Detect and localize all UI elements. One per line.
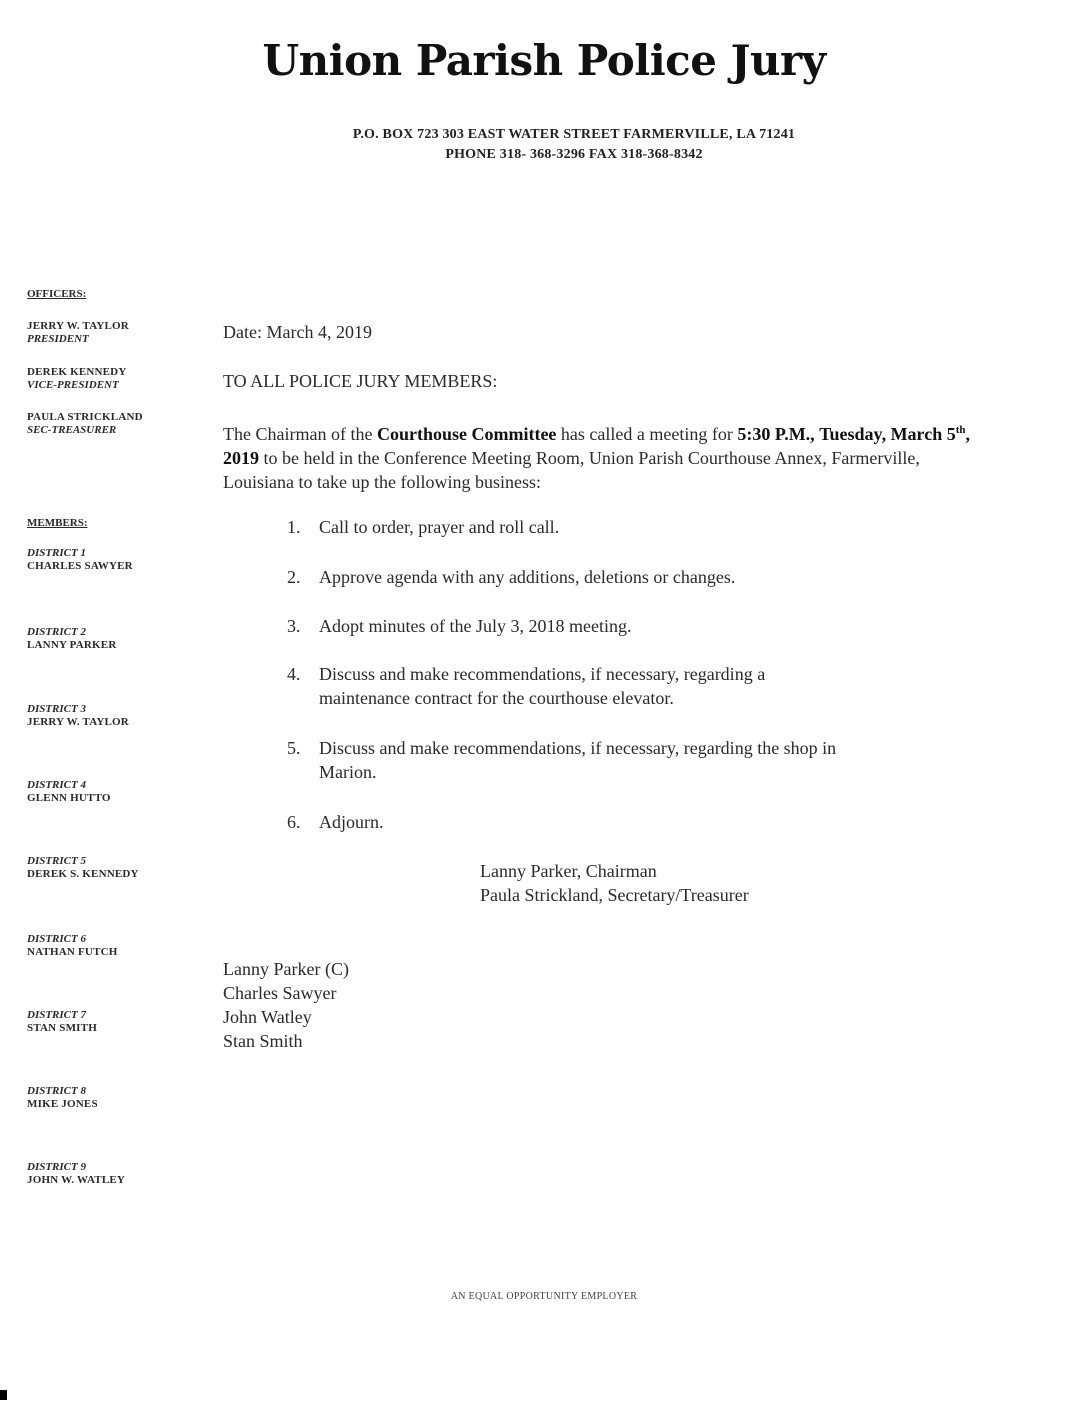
member-district: DISTRICT 9 xyxy=(27,1161,86,1173)
member-district: DISTRICT 3 xyxy=(27,703,86,715)
member-entry xyxy=(27,933,197,959)
member-name: GLENN HUTTO xyxy=(27,792,111,804)
members-heading: MEMBERS: xyxy=(27,517,88,529)
officer-name: JERRY W. TAYLOR xyxy=(27,320,129,332)
agenda-text: Discuss and make recommendations, if necessary, regarding the shop in xyxy=(319,738,837,758)
address-line: P.O. BOX 723 303 EAST WATER STREET FARMERVILLE, LA 71241 xyxy=(352,127,796,142)
phone-fax-line: PHONE 318- 368-3296 FAX 318-368-8342 xyxy=(445,147,703,162)
letter-date: Date: March 4, 2019 xyxy=(223,322,372,342)
meeting-year: , 2019 xyxy=(223,424,970,468)
body-text: has called a meeting for xyxy=(556,424,738,444)
agenda-item xyxy=(287,736,977,784)
officer-entry xyxy=(27,320,197,346)
member-entry xyxy=(27,547,197,573)
officer-role: SEC-TREASURER xyxy=(27,424,117,436)
member-name: JERRY W. TAYLOR xyxy=(27,716,129,728)
agenda-item xyxy=(287,662,977,710)
member-name: LANNY PARKER xyxy=(27,639,117,651)
officers-heading: OFFICERS: xyxy=(27,288,87,300)
body-text: The Chairman of the xyxy=(223,424,377,444)
agenda-item xyxy=(287,515,977,539)
scan-mark xyxy=(0,1390,7,1400)
agenda-item xyxy=(287,614,977,638)
member-district: DISTRICT 5 xyxy=(27,855,86,867)
member-district: DISTRICT 7 xyxy=(27,1009,86,1021)
agenda-number: 4. xyxy=(287,664,301,684)
agenda-number: 5. xyxy=(287,738,301,758)
meeting-day-suffix: th xyxy=(955,424,966,436)
body-text: to be held in the Conference Meeting Room, Union Parish Courthouse Annex, Farmerville, Louisiana to take up the following business: xyxy=(223,448,920,492)
member-entry xyxy=(27,855,197,881)
agenda-text: Adopt minutes of the July 3, 2018 meeting. xyxy=(319,616,632,636)
member-name: CHARLES SAWYER xyxy=(27,560,133,572)
agenda-text: Discuss and make recommendations, if necessary, regarding a xyxy=(319,664,766,684)
officer-entry xyxy=(27,366,197,392)
agenda-number: 6. xyxy=(287,812,301,832)
agenda-text: Adjourn. xyxy=(319,812,384,832)
committee-list xyxy=(223,957,349,1053)
agenda-text: Call to order, prayer and roll call. xyxy=(319,517,560,537)
member-name: STAN SMITH xyxy=(27,1022,97,1034)
committee-name: Courthouse Committee xyxy=(376,424,557,444)
member-name: DEREK S. KENNEDY xyxy=(27,868,139,880)
letter-body xyxy=(223,418,983,494)
member-entry xyxy=(27,779,197,805)
committee-member: Lanny Parker (C) xyxy=(223,959,349,979)
member-name: NATHAN FUTCH xyxy=(27,946,118,958)
committee-member: Stan Smith xyxy=(223,1031,303,1051)
signature-line: Lanny Parker, Chairman xyxy=(480,861,657,881)
agenda-text: Approve agenda with any additions, deletions or changes. xyxy=(319,567,736,587)
letter-salutation: TO ALL POLICE JURY MEMBERS: xyxy=(223,371,498,391)
member-name: MIKE JONES xyxy=(27,1098,98,1110)
agenda-continuation: maintenance contract for the courthouse elevator. xyxy=(319,688,674,708)
member-entry xyxy=(27,1085,197,1111)
committee-member: John Watley xyxy=(223,1007,312,1027)
member-district: DISTRICT 1 xyxy=(27,547,86,559)
member-name: JOHN W. WATLEY xyxy=(27,1174,126,1186)
committee-member: Charles Sawyer xyxy=(223,983,337,1003)
agenda-continuation: Marion. xyxy=(319,762,377,782)
meeting-time: 5:30 P.M., xyxy=(737,424,815,444)
member-entry xyxy=(27,626,197,652)
member-district: DISTRICT 4 xyxy=(27,779,86,791)
agenda-number: 3. xyxy=(287,616,301,636)
member-district: DISTRICT 8 xyxy=(27,1085,86,1097)
agenda-number: 2. xyxy=(287,567,301,587)
member-entry xyxy=(27,1009,197,1035)
officer-name: DEREK KENNEDY xyxy=(27,366,127,378)
signature-line: Paula Strickland, Secretary/Treasurer xyxy=(480,885,749,905)
agenda-item xyxy=(287,565,977,589)
meeting-day: Tuesday, March 5 xyxy=(819,424,956,444)
member-entry xyxy=(27,703,197,729)
officer-name: PAULA STRICKLAND xyxy=(27,411,143,423)
agenda-item xyxy=(287,810,977,834)
officer-entry xyxy=(27,411,197,437)
footer-text: AN EQUAL OPPORTUNITY EMPLOYER xyxy=(450,1291,638,1302)
member-district: DISTRICT 2 xyxy=(27,626,86,638)
agenda-number: 1. xyxy=(287,517,301,537)
member-entry xyxy=(27,1161,197,1187)
organization-title: Union Parish Police Jury xyxy=(262,36,826,85)
officer-role: PRESIDENT xyxy=(27,333,89,345)
member-district: DISTRICT 6 xyxy=(27,933,86,945)
signature-block xyxy=(480,859,749,907)
officer-role: VICE-PRESIDENT xyxy=(27,379,119,391)
